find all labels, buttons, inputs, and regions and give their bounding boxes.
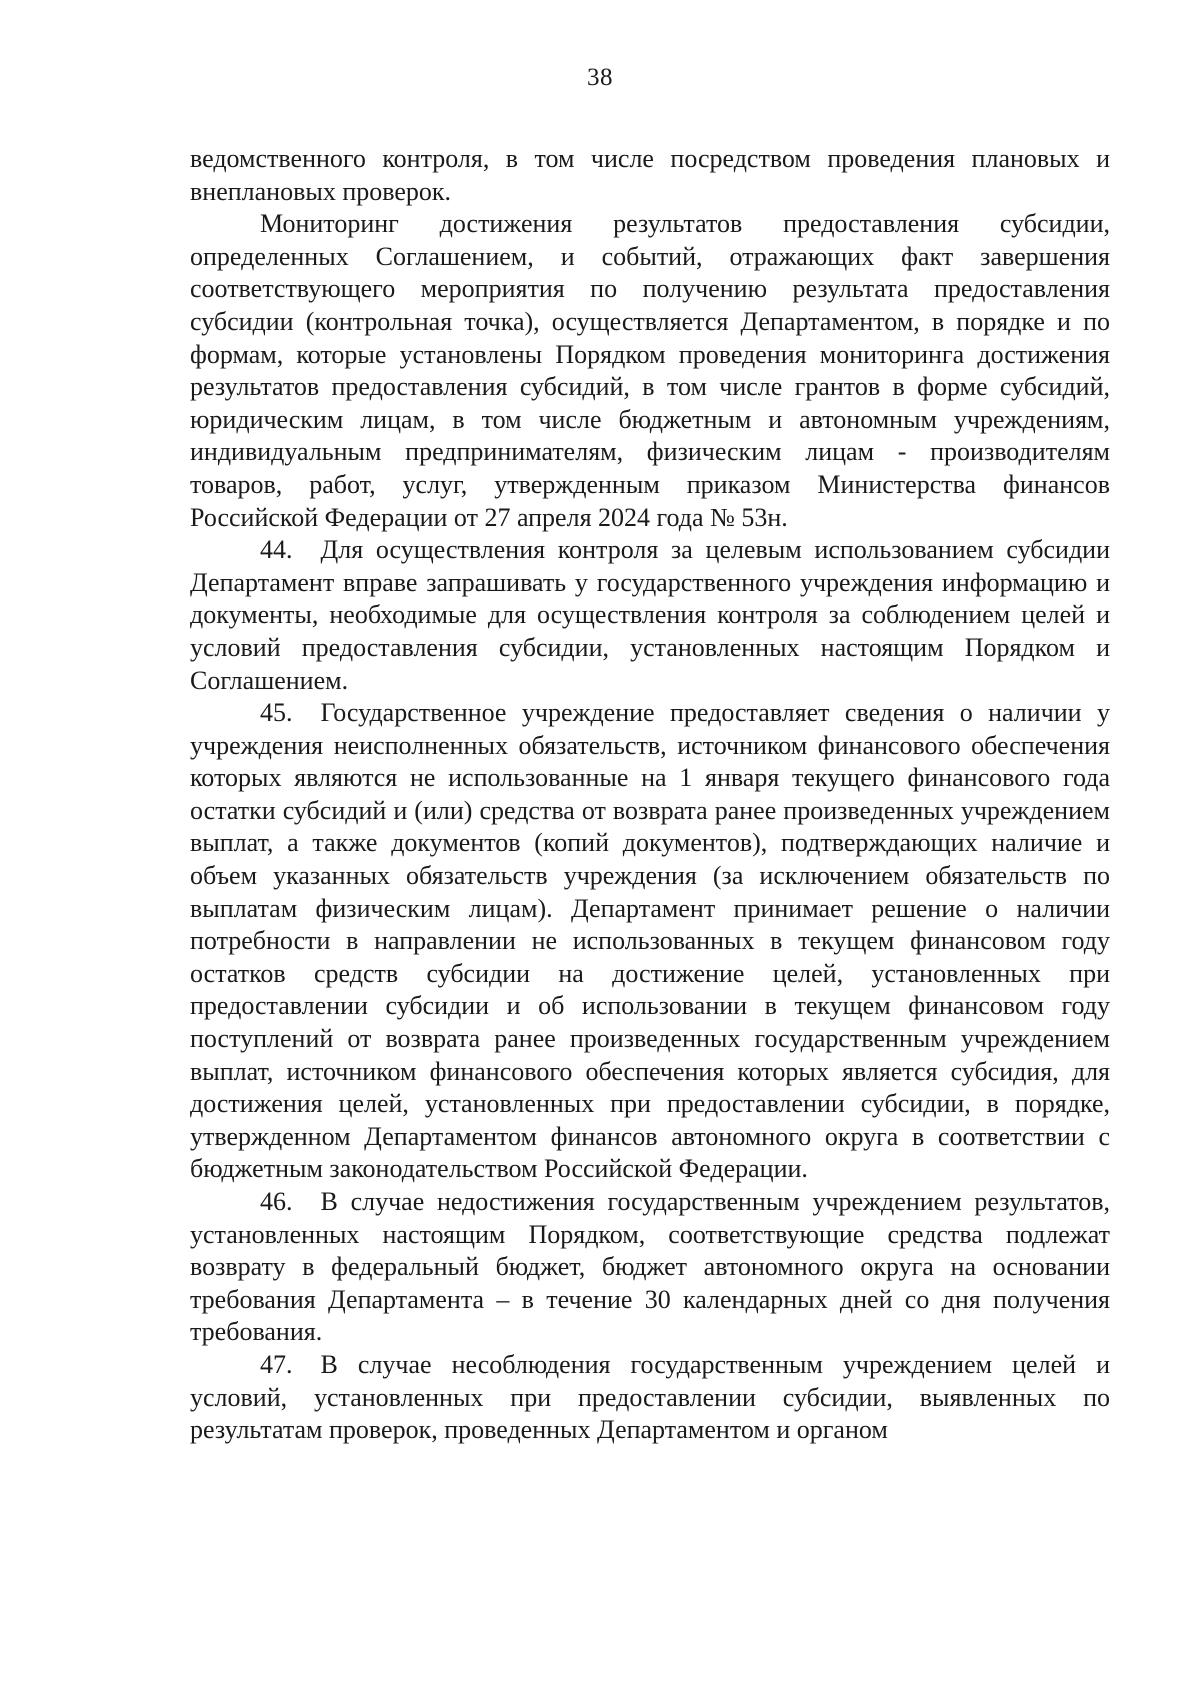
paragraph-44 <box>190 534 1110 697</box>
paragraph-continuation <box>190 143 1110 208</box>
paragraph-text: В случае несоблюдения государственным учреждением целей и условий, установленных при предоставлении субсидии, выявленных по результатам проверок, проведенных Департаментом и органом <box>190 1349 1110 1445</box>
paragraph-number: 44. <box>260 535 293 565</box>
paragraph-46 <box>190 1186 1110 1349</box>
paragraph-number: 46. <box>260 1187 293 1216</box>
paragraph-monitoring <box>190 208 1110 534</box>
paragraph-text: В случае недостижения государственным учреждением результатов, установленных настоящим Порядком, соответствующие средства подлежат возврату в федеральный бюджет, бюджет автономного округа на основании требования Департамента – в течение 30 календарных дней со дня получения требования. <box>190 1187 1110 1347</box>
paragraph-47 <box>190 1349 1110 1447</box>
page-number: 38 <box>587 64 613 91</box>
paragraph-text: Для осуществления контроля за целевым использованием субсидии Департамент вправе запрашивать у государственного учреждения информацию и документы, необходимые для осуществления контроля за соблюдением целей и условий предоставления субсидии, установленных настоящим Порядком и Соглашением. <box>190 535 1110 695</box>
document-body <box>190 143 1110 1447</box>
paragraph-number: 45. <box>260 698 293 728</box>
paragraph-text: Мониторинг достижения результатов предоставления субсидии, определенных Соглашением, и событий, отражающих факт завершения соответствующего мероприятия по получению результата предоставления субсидии (контрольная точка), осуществляется Департаментом, в порядке и по формам, которые установлены Порядком проведения мониторинга достижения результатов предоставления субсидий, в том числе грантов в форме субсидий, юридическим лицам, в том числе бюджетным и автономным учреждениям, индивидуальным предпринимателям, физическим лицам - производителям товаров, работ, услуг, утвержденным приказом Министерства финансов Российской Федерации от 27 апреля 2024 года № 53н. <box>190 209 1110 532</box>
paragraph-number: 47. <box>260 1349 293 1379</box>
paragraph-text: Государственное учреждение предоставляет сведения о наличии у учреждения неисполненных обязательств, источником финансового обеспечения которых являются не использованные на 1 января текущего финансового года остатки субсидий и (или) средства от возврата ранее произведенных учреждением выплат, а также документов (копий документов), подтверждающих наличие и объем указанных обязательств учреждения (за исключением обязательств по выплатам физическим лицам). Департамент принимает решение о наличии потребности в направлении не использованных в текущем финансовом году остатков средств субсидии на достижение целей, установленных при предоставлении субсидии и об использовании в текущем финансовом году поступлений от возврата ранее произведенных государственным учреждением выплат, источником финансового обеспечения которых является субсидия, для достижения целей, установленных при предоставлении субсидии, в порядке, утвержденном Департаментом финансов автономного округа в соответствии с бюджетным законодательством Российской Федерации. <box>190 698 1110 1184</box>
paragraph-45 <box>190 697 1110 1186</box>
paragraph-text: ведомственного контроля, в том числе посредством проведения плановых и внеплановых проверок. <box>190 144 1110 206</box>
